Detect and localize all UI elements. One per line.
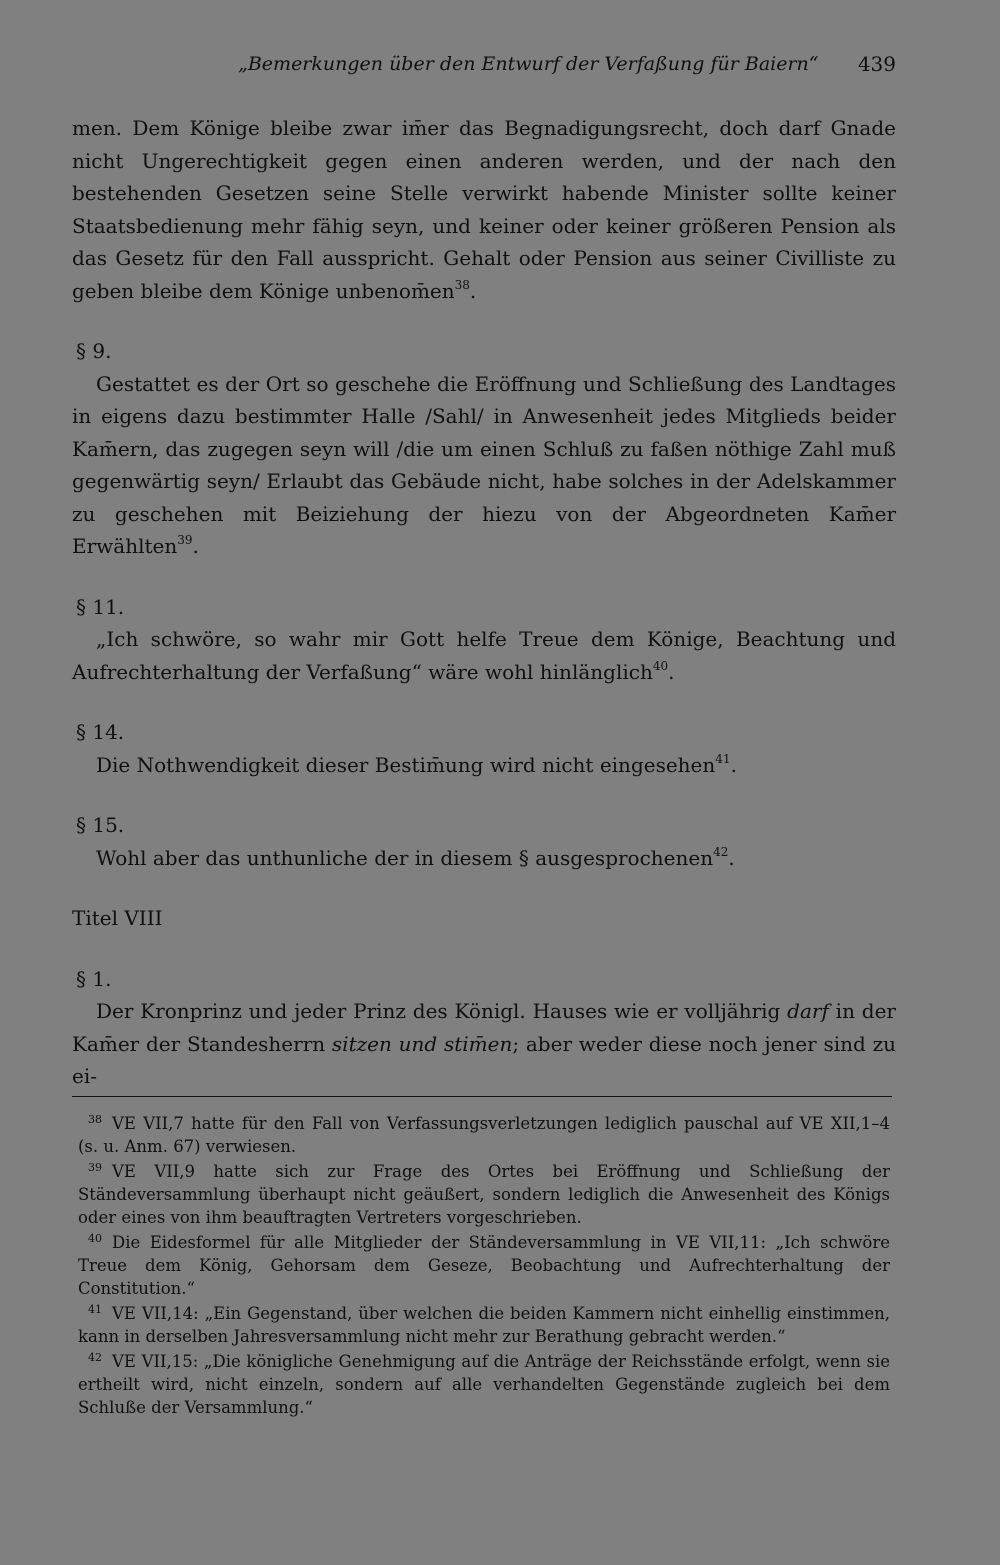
- section-9: [72, 335, 896, 563]
- section-1: [72, 963, 896, 1093]
- footnote-ref: 39: [177, 533, 193, 547]
- section-text: „Ich schwöre, so wahr mir Gott helfe Treue dem Könige, Beachtung und Aufrechterhaltung der Verfaßung“ wäre wohl hinlänglich$^{40}$.: [72, 627, 896, 684]
- section-text: [72, 995, 896, 1093]
- section-heading: § 1.: [76, 966, 112, 991]
- section-heading: § 14.: [76, 720, 125, 744]
- section-text-content: Die Nothwendigkeit dieser Bestim̄ung wird nicht eingesehen: [96, 752, 716, 777]
- footnote-ref: 41: [715, 751, 731, 766]
- emphasis: sitzen und stim̄en: [331, 1031, 513, 1056]
- footnote-text: VE VII,7 hatte für den Fall von Verfassungsverletzungen lediglich pauschal auf VE XII,1–4 (s. u. Anm. 67) verwiesen.: [78, 1114, 890, 1156]
- section-14: [72, 716, 896, 781]
- section-text-part: Der Kronprinz und jeder Prinz des Königl. Hauses wie er volljährig: [96, 999, 788, 1023]
- opening-paragraph-text: men. Dem Könige bleibe zwar im̄er das Begnadigungsrecht, doch darf Gnade nicht Ungerechtigkeit gegen einen anderen werden, und der nach den bestehenden Gesetzen seine Stelle verwirkt habende Minister sollte keiner Staatsbedienung mehr fähig seyn, und keiner oder keiner größeren Pension als das Gesetz für den Fall ausspricht. Gehalt oder Pension aus seiner Civilliste zu geben bleibe dem Könige unbenom̄en: [72, 116, 896, 303]
- section-heading: § 9.: [76, 339, 112, 363]
- emphasis: darf: [787, 999, 829, 1023]
- footnote-ref: 42: [713, 844, 729, 859]
- section-text-part: ; aber weder diese noch jener sind zu ei-: [72, 1031, 897, 1088]
- footnote-divider: [72, 1096, 892, 1097]
- section-heading: § 11.: [76, 594, 125, 619]
- running-title: „Bemerkungen über den Entwurf der Verfaßung für Baiern“: [238, 53, 819, 75]
- footnote: 41 VE VII,14: „Ein Gegenstand, über welchen die beiden Kammern nicht einhellig einstimmen, kann in derselben Jahresversammlung nicht mehr zur Berathung gebracht werden.“: [78, 1303, 890, 1346]
- footnote: 42 VE VII,15: „Die königliche Genehmigung auf die Anträge der Reichsstände erfolgt, wenn sie ertheilt wird, nicht einzeln, sondern auf alle verhandelten Gegenstände zugleich bei dem Schluße der Versammlung.“: [78, 1351, 890, 1417]
- footnote: 40 Die Eidesformel für alle Mitglieder der Ständeversammlung in VE VII,11: „Ich schwöre Treue dem König, Gehorsam dem Geseze, Beobachtung und Aufrechterhaltung der Constitution.“: [78, 1232, 890, 1298]
- footnote-text: VE VII,9 hatte sich zur Frage des Ortes bei Eröffnung und Schließung der Ständeversammlung überhaupt nicht geäußert, sondern lediglich die Anwesenheit des Königs oder eines von ihm beauftragten Vertreters vorgeschrieben.: [78, 1162, 890, 1227]
- footnote-text: VE VII,15: „Die königliche Genehmigung auf die Anträge der Reichsstände erfolgt, wenn sie ertheilt wird, nicht einzeln, sondern auf alle verhandelten Gegenstände zugleich bei dem Schluße der Versammlung.“: [78, 1352, 890, 1417]
- section-text: Die Nothwendigkeit dieser Bestim̄ung wird nicht eingesehen$^{41}$.: [96, 751, 737, 777]
- section-11: [72, 591, 896, 689]
- section-heading: § 15.: [76, 813, 125, 837]
- section-text: Gestattet es der Ort so geschehe die Eröffnung und Schließung des Landtages in eigens dazu bestimmter Halle /Sahl/ in Anwesenheit jedes Mitglieds beider Kam̄ern, das zugegen seyn will /die um einen Schluß zu faßen nöthige Zahl muß gegenwärtig seyn/ Erlaubt das Gebäude nicht, habe solches in der Adelskammer zu geschehen mit Beiziehung der hiezu von der Abgeordneten Kam̄er Erwählten$^{39}$.: [72, 371, 896, 558]
- opening-paragraph: men. Dem Könige bleibe zwar im̄er das Begnadigungsrecht, doch darf Gnade nicht Ungerechtigkeit gegen einen anderen werden, und der nach den bestehenden Gesetzen seine Stelle verwirkt habende Minister sollte keiner Staatsbedienung mehr fähig seyn, und keiner oder keiner größeren Pension als das Gesetz für den Fall ausspricht. Gehalt oder Pension aus seiner Civilliste zu geben bleibe dem Könige $unbenom̄en^{38}$.: [72, 116, 896, 303]
- section-text-content: „Ich schwöre, so wahr mir Gott helfe Treue dem Könige, Beachtung und Aufrechterhaltung der Verfaßung“ wäre wohl hinlänglich: [72, 627, 896, 684]
- footnote: 39 VE VII,9 hatte sich zur Frage des Ortes bei Eröffnung und Schließung der Ständeversammlung überhaupt nicht geäußert, sondern lediglich die Anwesenheit des Königs oder eines von ihm beauftragten Vertreters vorgeschrieben.: [78, 1161, 890, 1227]
- footnotes: [78, 1112, 890, 1421]
- section-text-content: Wohl aber das unthunliche der in diesem § ausgesprochenen: [96, 845, 714, 870]
- footnote-ref: 40: [652, 658, 669, 673]
- section-text-content: Gestattet es der Ort so geschehe die Eröffnung und Schließung des Landtages in eigens dazu bestimmter Halle /Sahl/ in Anwesenheit jedes Mitglieds beider Kam̄ern, das zugegen seyn will /die um einen Schluß zu faßen nöthige Zahl muß gegenwärtig seyn/ Erlaubt das Gebäude nicht, habe solches in der Adelskammer zu geschehen mit Beiziehung der hiezu von der Abgeordneten Kam̄er Erwählten: [72, 371, 896, 558]
- chapter-title: Titel VIII: [72, 906, 163, 930]
- section-15: [72, 809, 896, 874]
- footnote-text: Die Eidesformel für alle Mitglieder der Ständeversammlung in VE VII,11: „Ich schwöre Treue dem König, Gehorsam dem Geseze, Beobachtung und Aufrechterhaltung der Constitution.“: [78, 1233, 890, 1298]
- footnote-text: VE VII,14: „Ein Gegenstand, über welchen die beiden Kammern nicht einhellig einstimmen, kann in derselben Jahresversammlung nicht mehr zur Berathung gebracht werden.“: [78, 1304, 890, 1346]
- footnote-ref: 38: [454, 277, 470, 292]
- page-number: 439: [857, 52, 896, 76]
- section-text-part: in der Kam̄er der Standesherrn: [72, 999, 896, 1056]
- section-text: Wohl aber das unthunliche der in diesem § ausgesprochenen$^{42}$.: [96, 844, 735, 870]
- body-text: [72, 112, 896, 1093]
- footnote: 38 VE VII,7 hatte für den Fall von Verfassungsverletzungen lediglich pauschal auf VE XII,1–4 (s. u. Anm. 67) verwiesen.: [78, 1113, 890, 1156]
